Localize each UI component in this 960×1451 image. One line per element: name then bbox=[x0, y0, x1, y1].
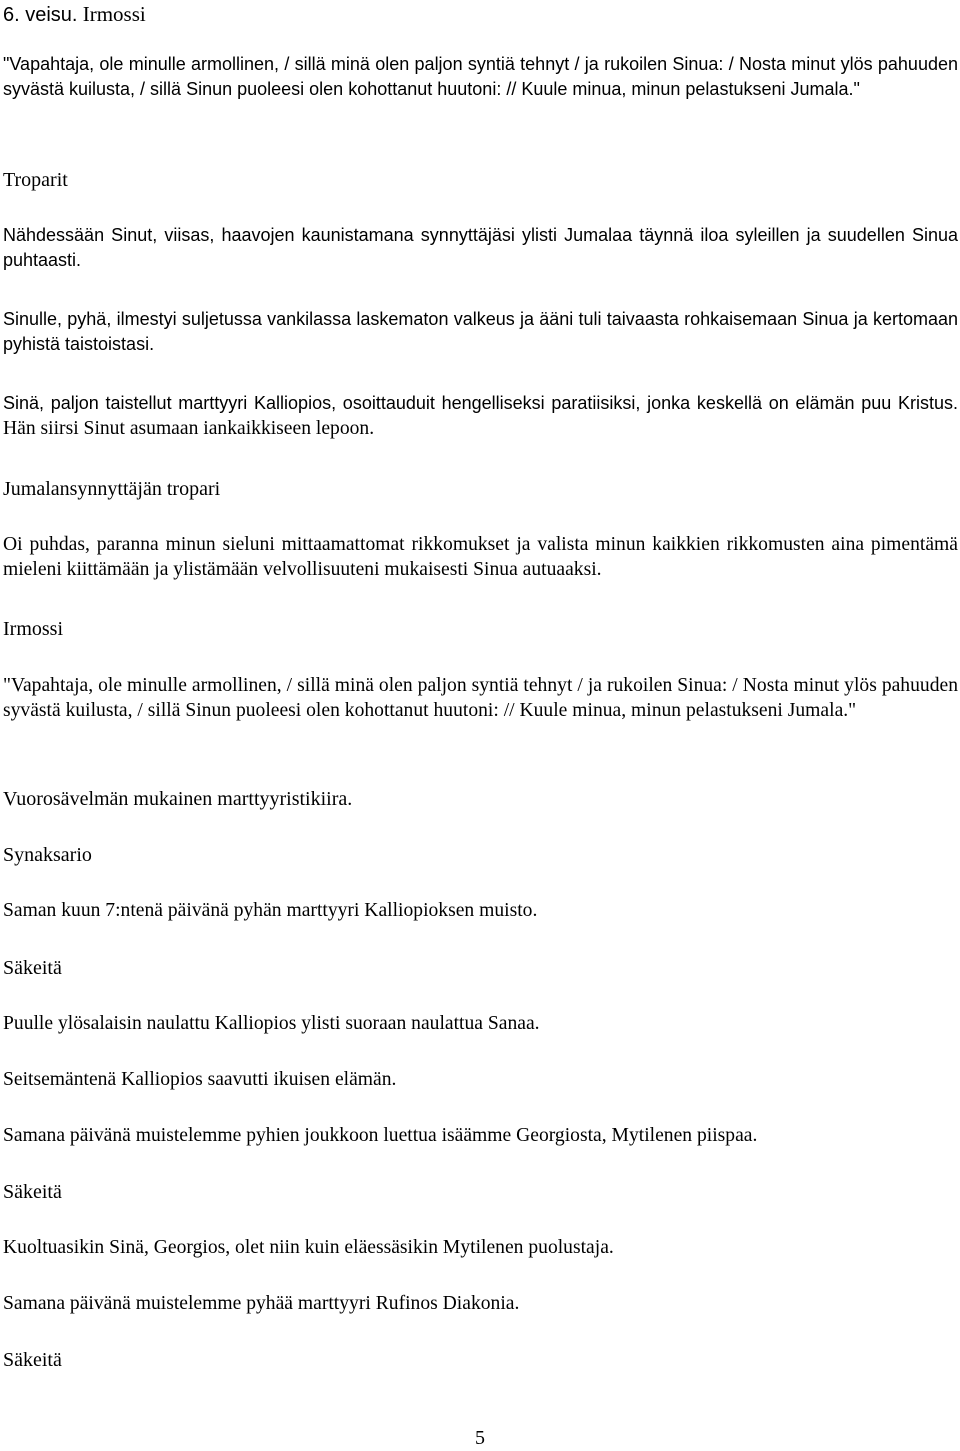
verses-2-heading-block bbox=[3, 1179, 958, 1205]
verse-1-2-text: Seitsemäntenä Kalliopios saavutti ikuisen elämän. bbox=[3, 1069, 397, 1090]
kontakion-note-block bbox=[3, 786, 958, 812]
verse-2-1-text: Kuoltuasikin Sinä, Georgios, olet niin kuin eläessäsikin Mytilenen puolustaja. bbox=[3, 1237, 614, 1258]
irmos-2-heading-block bbox=[3, 616, 958, 642]
troparion-2-block bbox=[3, 307, 958, 357]
synaxarion-text: Saman kuun 7:ntenä päivänä pyhän marttyyri Kalliopioksen muisto. bbox=[3, 900, 538, 921]
irmos-2-block bbox=[3, 673, 958, 723]
irmos-2-text: "Vapahtaja, ole minulle armollinen, / sillä minä olen paljon syntiä tehnyt / ja rukoilen Sinua: / Nosta minut ylös pahuuden syvästä kuilusta, / sillä Sinun puoleesi olen kohottanut huutoni: // Kuule minua, minun pelastukseni Jumala." bbox=[3, 675, 958, 721]
synaxarion-text-block bbox=[3, 898, 958, 923]
ode-heading: Irmossi bbox=[82, 2, 146, 26]
verse-2-1-block bbox=[3, 1235, 958, 1260]
verse-1-1-text: Puulle ylösalaisin naulattu Kalliopios ylisti suoraan naulattua Sanaa. bbox=[3, 1013, 540, 1034]
verse-1-1-block bbox=[3, 1011, 958, 1036]
verses-3-heading: Säkeitä bbox=[3, 1349, 62, 1371]
troparion-1-block bbox=[3, 223, 958, 273]
theotokion-heading: Jumalansynnyttäjän tropari bbox=[3, 478, 221, 500]
kontakion-note: Vuorosävelmän mukainen marttyyristikiira. bbox=[3, 788, 353, 810]
verses-1-heading-block bbox=[3, 955, 958, 981]
ode-heading-line bbox=[3, 0, 958, 29]
troparion-3-part-b: Hän siirsi Sinut asumaan iankaikkiseen lepoon. bbox=[3, 418, 375, 439]
troparion-1-text: Nähdessään Sinut, viisas, haavojen kaunistamana synnyttäjäsi ylisti Jumalaa täynnä iloa syleillen ja suudellen Sinua puhtaasti. bbox=[3, 225, 958, 270]
theotokion-block bbox=[3, 476, 958, 502]
verse-2-2-text: Samana päivänä muistelemme pyhää marttyyri Rufinos Diakonia. bbox=[3, 1293, 520, 1314]
verses-3-heading-block bbox=[3, 1347, 958, 1373]
troparion-3-part-a: Sinä, paljon taistellut marttyyri Kalliopios, osoittauduit hengelliseksi paratiisiksi, jonka keskellä on elämän puu Kristus. bbox=[3, 393, 958, 413]
irmos-1-block bbox=[3, 52, 958, 102]
troparion-3-block bbox=[3, 391, 958, 441]
troparion-2-text: Sinulle, pyhä, ilmestyi suljetussa vankilassa laskematon valkeus ja ääni tuli taivaasta rohkaisemaan Sinua ja kertomaan pyhistä taistoistasi. bbox=[3, 309, 958, 354]
verse-1-3-block bbox=[3, 1123, 958, 1148]
synaxarion-heading-block bbox=[3, 842, 958, 868]
ode-number: 6. veisu. bbox=[3, 4, 78, 26]
theotokion-text: Oi puhdas, paranna minun sieluni mittaamattomat rikkomukset ja valista minun kaikkien rikkomusten aina pimentämä mieleni kiittämään ja ylistämään velvollisuuteni mukaisesti Sinua autuaaksi. bbox=[3, 534, 958, 580]
troparit-block bbox=[3, 167, 958, 193]
verses-1-heading: Säkeitä bbox=[3, 957, 62, 979]
verse-1-3-text: Samana päivänä muistelemme pyhien joukkoon luettua isäämme Georgiosta, Mytilenen piispaa. bbox=[3, 1125, 758, 1146]
irmos-1-text: "Vapahtaja, ole minulle armollinen, / sillä minä olen paljon syntiä tehnyt / ja rukoilen Sinua: / Nosta minut ylös pahuuden syvästä kuilusta, / sillä Sinun puoleesi olen kohottanut huutoni: // Kuule minua, minun pelastukseni Jumala." bbox=[3, 54, 958, 99]
document-page bbox=[3, 0, 958, 1371]
verse-2-2-block bbox=[3, 1291, 958, 1316]
synaxarion-heading: Synaksario bbox=[3, 844, 92, 866]
theotokion-text-block bbox=[3, 532, 958, 582]
verses-2-heading: Säkeitä bbox=[3, 1181, 62, 1203]
verse-1-2-block bbox=[3, 1067, 958, 1092]
troparion-3-text bbox=[3, 391, 958, 441]
troparit-heading: Troparit bbox=[3, 169, 68, 191]
irmos-2-heading: Irmossi bbox=[3, 618, 63, 640]
page-number: 5 bbox=[475, 1427, 485, 1449]
